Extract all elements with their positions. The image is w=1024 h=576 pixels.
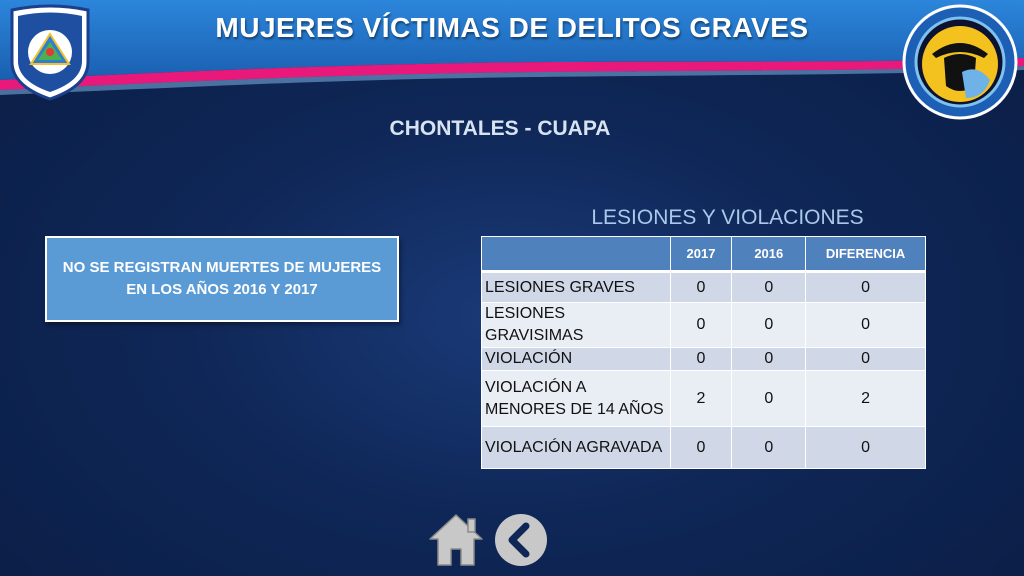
table-row: [482, 427, 926, 469]
header-cell-diferencia: DIFERENCIA: [806, 237, 926, 272]
chevron-left-icon: [494, 513, 548, 567]
cell-diferencia: 2: [806, 371, 926, 427]
cell-2017: 0: [670, 303, 732, 348]
page-title: MUJERES VÍCTIMAS DE DELITOS GRAVES: [215, 12, 809, 43]
cell-diferencia: 0: [806, 272, 926, 303]
table-row: [482, 303, 926, 348]
home-icon: [427, 512, 485, 568]
cell-2016: 0: [732, 348, 806, 371]
cell-2016: 0: [732, 371, 806, 427]
back-button[interactable]: [494, 513, 548, 567]
injuries-violations-table: [481, 236, 926, 469]
row-label: VIOLACIÓN A MENORES DE 14 AÑOS: [482, 371, 671, 427]
table-row: [482, 371, 926, 427]
row-label: VIOLACIÓN AGRAVADA: [482, 427, 671, 469]
row-label: LESIONES GRAVES: [482, 272, 671, 303]
notice-text: NO SE REGISTRAN MUERTES DE MUJERES EN LOS AÑOS 2016 Y 2017: [62, 259, 382, 298]
cell-diferencia: 0: [806, 303, 926, 348]
region-subtitle: CHONTALES - CUAPA: [389, 117, 611, 140]
row-label: VIOLACIÓN: [482, 348, 671, 371]
sandino-seal-logo: [900, 2, 1020, 122]
header-cell-2017: 2017: [670, 237, 732, 272]
cell-2016: 0: [732, 427, 806, 469]
cell-diferencia: 0: [806, 348, 926, 371]
header-banner: [0, 0, 1024, 100]
cell-2017: 0: [670, 427, 732, 469]
header-cell-blank: [482, 237, 671, 272]
row-label: LESIONES GRAVISIMAS: [482, 303, 671, 348]
cell-diferencia: 0: [806, 427, 926, 469]
table-header-row: [482, 237, 926, 272]
cell-2017: 0: [670, 348, 732, 371]
cell-2017: 0: [670, 272, 732, 303]
table-row: [482, 272, 926, 303]
cell-2016: 0: [732, 272, 806, 303]
cell-2016: 0: [732, 303, 806, 348]
cell-2017: 2: [670, 371, 732, 427]
table-row: [482, 348, 926, 371]
home-button[interactable]: [427, 512, 485, 568]
no-deaths-notice: [45, 236, 399, 322]
header-cell-2016: 2016: [732, 237, 806, 272]
table-title: LESIONES Y VIOLACIONES: [591, 206, 864, 229]
